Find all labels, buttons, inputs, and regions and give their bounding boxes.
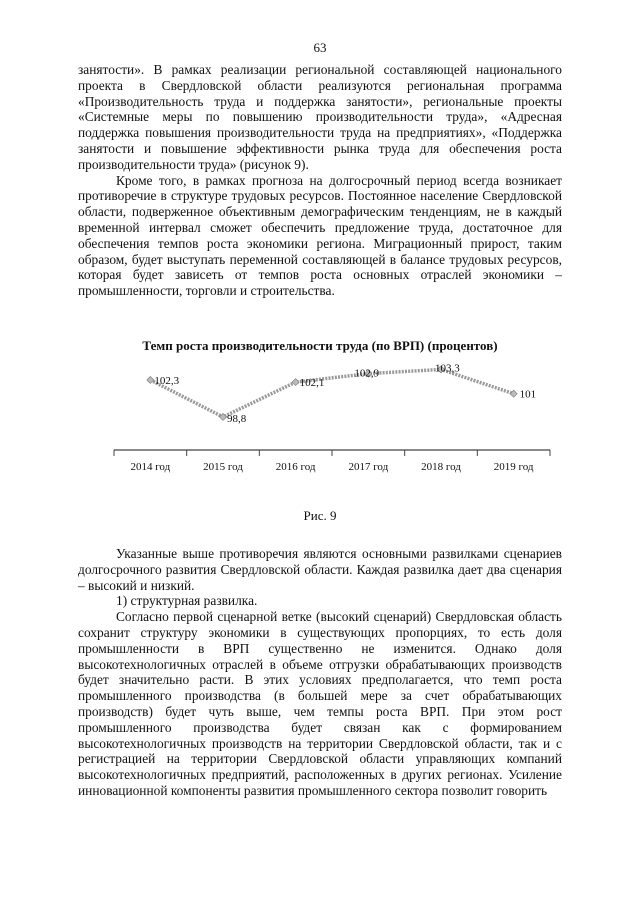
x-tick-label: 2019 год [493, 461, 534, 473]
text-block-bottom [78, 546, 562, 799]
productivity-chart [78, 336, 562, 486]
data-label: 102,3 [154, 374, 180, 387]
data-label: 102,9 [354, 367, 380, 380]
data-label: 101 [519, 388, 537, 401]
paragraph-4: 1) структурная развилка. [116, 593, 258, 609]
data-label: 103,3 [435, 362, 460, 375]
data-label: 102,1 [299, 377, 325, 390]
x-tick-label: 2014 год [130, 461, 171, 473]
paragraph-5: Согласно первой сценарной ветке (высокий сценарий) Свердловская область сохранит структуру экономики в существующих пропорциях, то есть доля промышленности в ВРП существенно не изменится. Однако доля высокотехнологичных отраслей в объеме отгрузки обрабатывающих производств будет значительно расти. В этих условиях предполагается, что темп роста промышленного производства (в большей мере за счет обрабатывающих производств) будет чуть выше, чем темпы роста ВРП. При этом рост промышленного производства будет связан как с формированием высокотехнологичных производств на территории Свердловской области, так и с регистрацией на территории Свердловской области управляющих компаний высокотехнологичных предприятий, расположенных в других регионах. Усиление инновационной компоненты развития промышленного сектора позволит говорить [78, 609, 562, 798]
data-point [292, 379, 299, 386]
page-number: 63 [313, 40, 327, 55]
chart-title: Темп роста производительности труда (по ВРП) (процентов) [142, 338, 498, 353]
x-tick-label: 2018 год [421, 461, 461, 473]
paragraph-3: Указанные выше противоречия являются основными развилками сценариев долгосрочного развития Свердловской области. Каждая развилка дает два сценария – высокий и низкий. [78, 546, 562, 593]
chart-plot [78, 336, 562, 486]
x-tick-label: 2016 год [275, 461, 316, 473]
paragraph-1: занятости». В рамках реализации региональной составляющей национального проекта в Свердловской области реализуются региональная программа «Производительность труда и поддержка занятости», региональные проекты «Системные меры по повышению производительности труда», «Адресная поддержка повышения производительности труда на предприятиях», «Поддержка занятости и повышение эффективности рынка труда для обеспечения роста производительности труда» (рисунок 9). [78, 62, 562, 172]
series-line [150, 369, 513, 417]
figure-caption: Рис. 9 [303, 508, 337, 523]
x-tick-label: 2015 год [203, 461, 243, 473]
x-tick-label: 2017 год [348, 461, 389, 473]
data-label: 98,8 [227, 412, 247, 425]
paragraph-2: Кроме того, в рамках прогноза на долгосрочный период всегда возникает противоречие в структуре трудовых ресурсов. Постоянное население Свердловской области, подверженное объективным демографическим тенденциям, не в каждый временной интервал сможет обеспечить предложение труда, достаточное для обеспечения темпов роста экономики региона. Миграционный прирост, таким образом, будет выступать переменной составляющей в балансе трудовых ресурсов, которая будет зависеть от темпов роста основных отраслей экономики – промышленности, торговли и строительства. [78, 172, 562, 299]
text-block-top [78, 62, 562, 299]
